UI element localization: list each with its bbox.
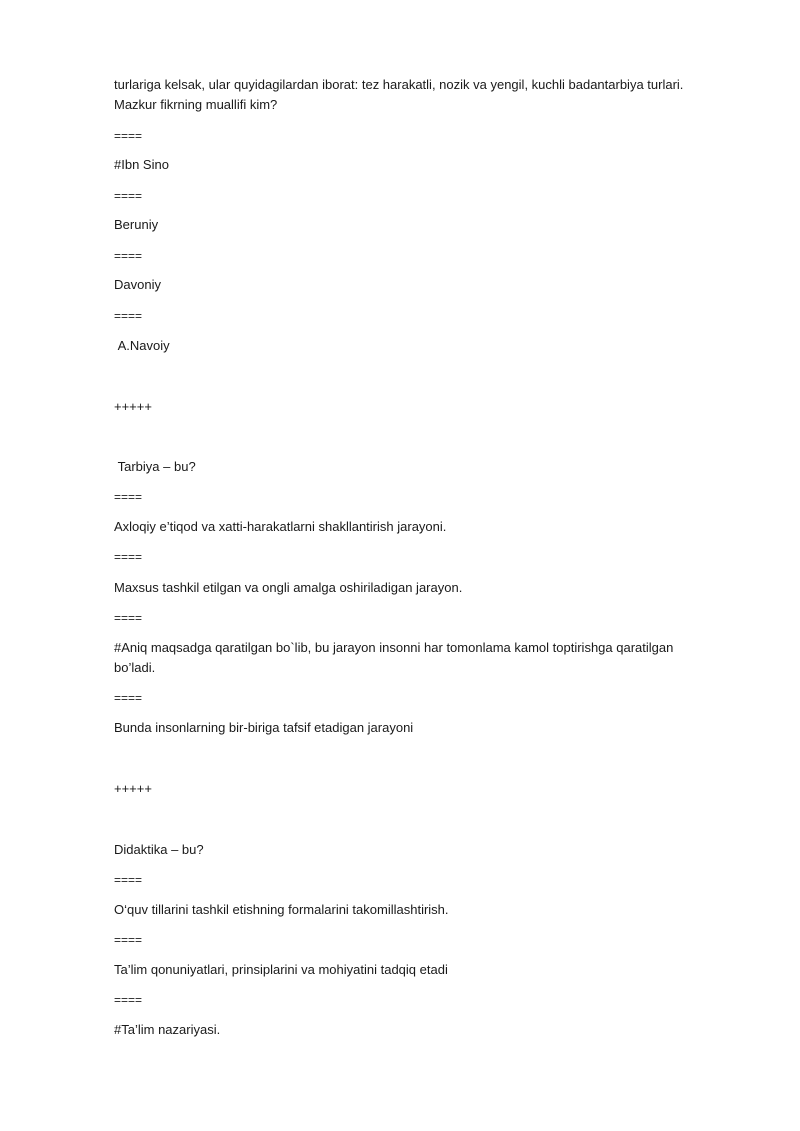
answer-option: Davoniy xyxy=(114,277,161,292)
question-text: turlariga kelsak, ular quyidagilardan iborat: tez harakatli, nozik va yengil, kuchli badantarbiya turlari. xyxy=(114,77,684,92)
separator: ==== xyxy=(114,691,143,705)
separator: ==== xyxy=(114,933,143,947)
separator: ==== xyxy=(114,993,143,1007)
separator: ==== xyxy=(114,309,143,323)
answer-option: Ta’lim qonuniyatlari, prinsiplarini va mohiyatini tadqiq etadi xyxy=(114,962,448,977)
separator: ==== xyxy=(114,611,143,625)
question-text: Didaktika – bu? xyxy=(114,842,204,857)
answer-option: #Aniq maqsadga qaratilgan bo`lib, bu jarayon insonni har tomonlama kamol toptirishga qaratilgan xyxy=(114,640,674,655)
answer-option: O‘quv tillarini tashkil etishning formalarini takomillashtirish. xyxy=(114,902,449,917)
separator: ==== xyxy=(114,129,143,143)
answer-option: Beruniy xyxy=(114,217,159,232)
question-divider: +++++ xyxy=(114,781,152,796)
separator: ==== xyxy=(114,550,143,564)
question-text: Mazkur fikrning muallifi kim? xyxy=(114,97,278,112)
separator: ==== xyxy=(114,873,143,887)
question-divider: +++++ xyxy=(114,399,152,414)
separator: ==== xyxy=(114,189,143,203)
answer-option: #Ibn Sino xyxy=(114,157,169,172)
answer-option: Axloqiy e’tiqod va xatti-harakatlarni shakllantirish jarayoni. xyxy=(114,519,447,534)
separator: ==== xyxy=(114,490,143,504)
answer-option: A.Navoiy xyxy=(114,338,170,353)
answer-option: Maxsus tashkil etilgan va ongli amalga oshiriladigan jarayon. xyxy=(114,580,463,595)
answer-option: Bunda insonlarning bir-biriga tafsif etadigan jarayoni xyxy=(114,720,414,735)
answer-option: #Ta’lim nazariyasi. xyxy=(114,1022,221,1037)
separator: ==== xyxy=(114,249,143,263)
answer-option: bo’ladi. xyxy=(114,660,156,675)
question-text: Tarbiya – bu? xyxy=(114,459,196,474)
